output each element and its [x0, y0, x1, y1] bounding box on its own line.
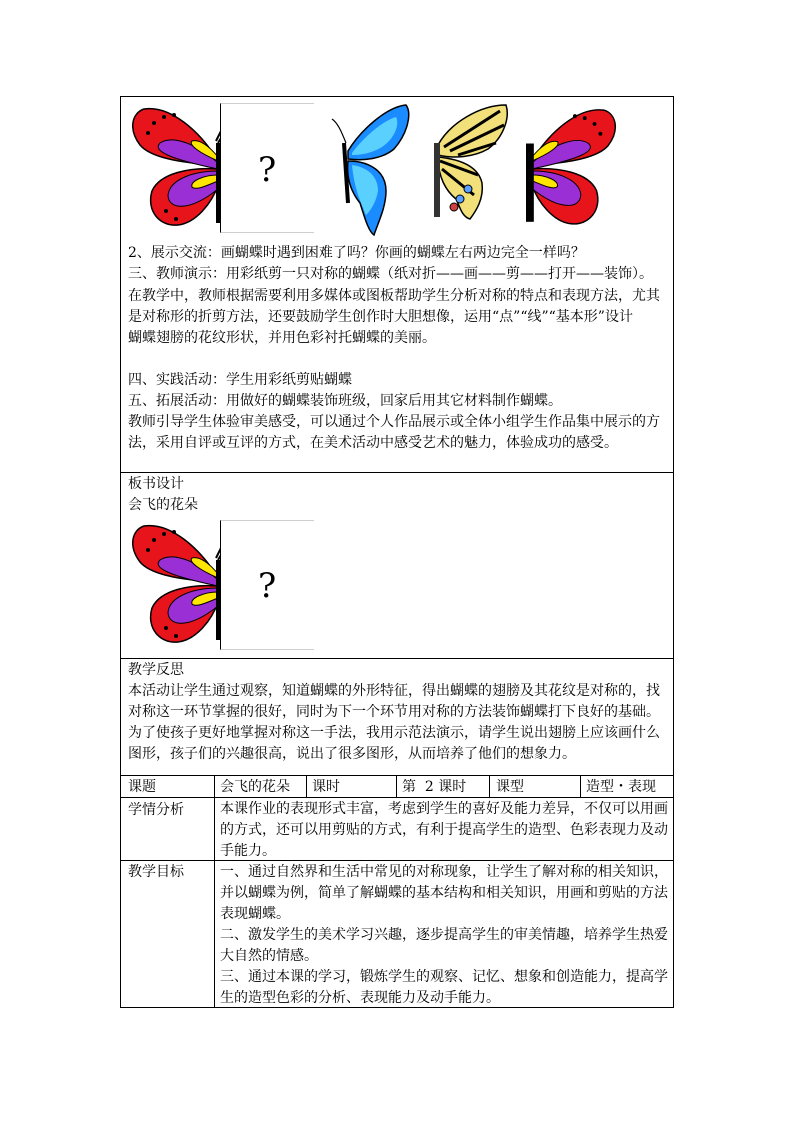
table-cell-topic-label: 课题 — [128, 779, 156, 795]
process-line: 五、拓展活动：用做好的蝴蝶装饰班级，回家后用其它材料制作蝴蝶。 — [128, 393, 562, 409]
analysis-line: 手能力。 — [220, 843, 276, 859]
table-col-divider — [580, 775, 581, 797]
half-butterfly-image — [130, 520, 224, 648]
table-col-divider — [306, 775, 307, 797]
analysis-line: 本课作业的表现形式丰富，考虑到学生的喜好及能力差异，不仅可以用画 — [220, 801, 668, 817]
table-cell-period: 第 2 课时 — [402, 779, 467, 795]
table-row-divider — [120, 860, 674, 861]
table-cell-topic: 会飞的花朵 — [220, 779, 290, 795]
question-mark: ? — [258, 150, 277, 190]
process-line: 2、展示交流：画蝴蝶时遇到困难了吗？你画的蝴蝶左右两边完全一样吗？ — [128, 245, 585, 261]
process-line: 蝴蝶翅膀的花纹形状，并用色彩衬托蝴蝶的美丽。 — [128, 330, 436, 346]
process-line: 四、实践活动：学生用彩纸剪贴蝴蝶 — [128, 372, 352, 388]
reflection-line: 为了使孩子更好地掌握对称这一手法，我用示范法演示，请学生说出翅膀上应该画什么 — [128, 725, 660, 741]
blue-butterfly-image — [330, 103, 412, 237]
table-col-divider — [489, 775, 490, 797]
goal-line: 三、通过本课的学习，锻炼学生的观察、记忆、想象和创造能力，提高学 — [220, 969, 668, 985]
board-heading: 板书设计 — [128, 476, 184, 492]
table-col-divider — [214, 775, 215, 1008]
goal-line: 大自然的情感。 — [220, 948, 318, 964]
process-line: 在教学中，教师根据需要利用多媒体或图板帮助学生分析对称的特点和表现方法，尤其 — [128, 288, 660, 304]
table-cell-goals-label: 教学目标 — [128, 864, 184, 880]
process-line: 教师引导学生体验审美感受，可以通过个人作品展示或全体小组学生作品集中展示的方 — [128, 414, 660, 430]
goal-line: 表现蝴蝶。 — [220, 906, 290, 922]
goal-line: 并以蝴蝶为例，简单了解蝴蝶的基本结构和相关知识，用画和剪贴的方法 — [220, 885, 668, 901]
process-line: 法，采用自评或互评的方式，在美术活动中感受艺术的魅力，体验成功的感受。 — [128, 435, 618, 451]
half-butterfly-right-image — [526, 103, 618, 231]
analysis-line: 的方式，还可以用剪贴的方式，有利于提高学生的造型、色彩表现力及动 — [220, 822, 668, 838]
table-cell-type-label: 课型 — [496, 779, 524, 795]
board-title: 会飞的花朵 — [128, 497, 198, 513]
table-col-divider — [396, 775, 397, 797]
table-cell-type: 造型・表现 — [586, 779, 656, 795]
half-butterfly-image — [130, 103, 224, 231]
process-line: 三、教师演示：用彩纸剪一只对称的蝴蝶（纸对折——画——剪——打开——装饰）。 — [128, 266, 653, 282]
swallowtail-butterfly-image — [430, 103, 510, 221]
process-line: 是对称形的折剪方法，还要鼓励学生创作时大胆想像，运用“点”“线”“基本形”设计 — [128, 309, 633, 325]
reflection-line: 对称这一环节掌握的很好，同时为下一个环节用对称的方法装饰蝴蝶打下良好的基础。 — [128, 704, 660, 720]
reflection-line: 本活动让学生通过观察，知道蝴蝶的外形特征，得出蝴蝶的翅膀及其花纹是对称的，找 — [128, 683, 660, 699]
table-cell-analysis-label: 学情分析 — [128, 802, 184, 818]
goal-line: 二、激发学生的美术学习兴趣，逐步提高学生的审美情趣，培养学生热爱 — [220, 927, 668, 943]
goal-line: 生的造型色彩的分析、表现能力及动手能力。 — [220, 990, 500, 1006]
question-mark: ? — [258, 566, 277, 606]
table-cell-period-label: 课时 — [312, 779, 340, 795]
reflection-line: 图形，孩子们的兴趣很高，说出了很多图形，从而培养了他们的想象力。 — [128, 746, 576, 762]
reflection-heading: 教学反思 — [128, 662, 184, 678]
goal-line: 一、通过自然界和生活中常见的对称现象，让学生了解对称的相关知识， — [220, 864, 668, 880]
